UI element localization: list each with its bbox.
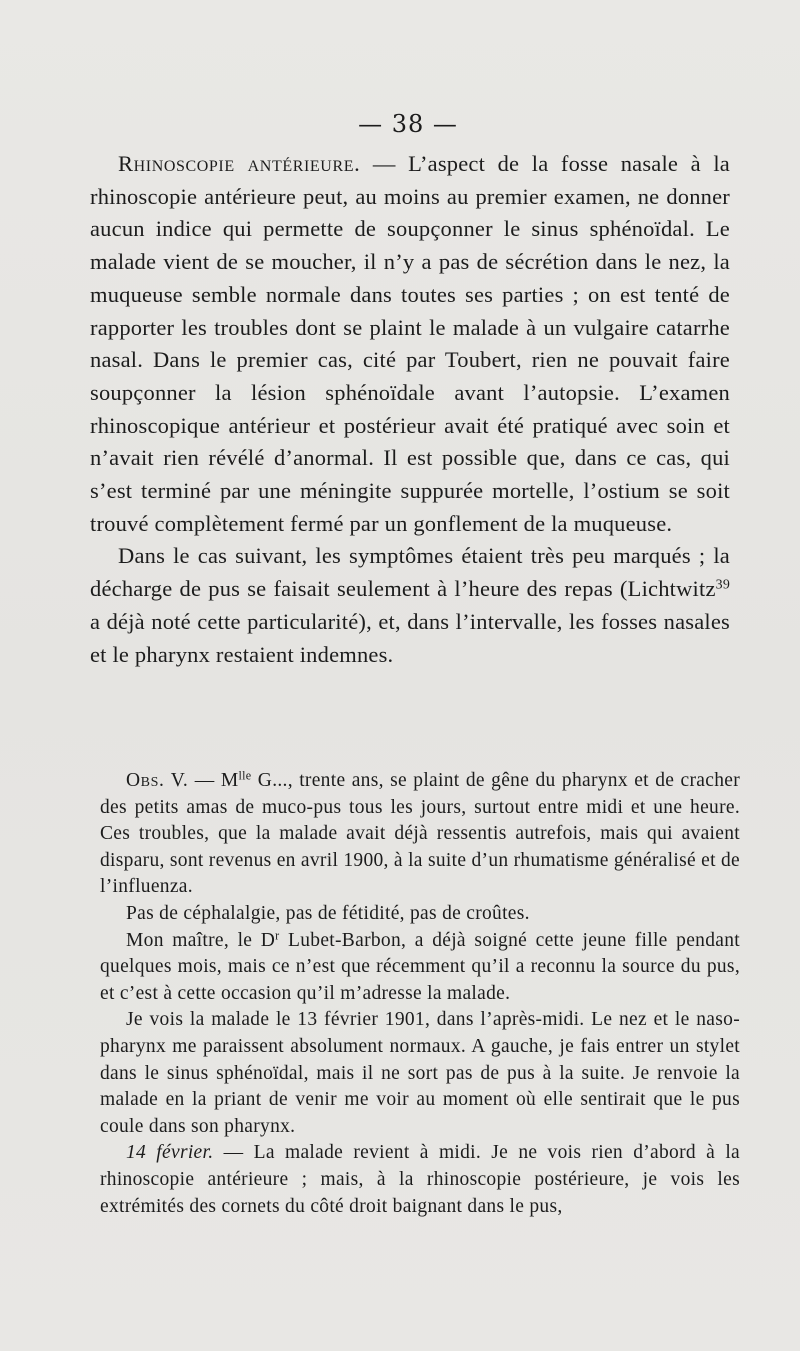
section-heading: Rhinoscopie antérieure. [118,151,361,176]
observation-text: — La malade revient à midi. Je ne vois rien d’abord à la rhinoscopie antérieure ; mais, à la rhinoscopie postérieure, je vois les extrémités des cornets du côté droit baignant dans le pus, [100,1142,740,1217]
observation-paragraph [100,1140,740,1220]
superscript: r [275,927,280,942]
observation-text: — M [188,770,239,791]
main-text [90,148,730,671]
paragraph-text: a déjà noté cette particularité), et, dans l’intervalle, les fosses nasales et le pharynx restaient indemnes. [90,608,730,667]
observation-paragraph: Je vois la malade le 13 février 1901, dans l’après-midi. Le nez et le naso-pharynx me paraissent absolument normaux. A gauche, je fais entrer un stylet dans le sinus sphénoïdal, mais il ne sort pas de pus à la suite. Je renvoie la malade en la priant de venir me voir au moment où elle sentirait que le pus coule dans son pharynx. [100,1009,740,1137]
observation-text: G..., trente ans, se plaint de gêne du pharynx et de cracher des petits amas de muco-pus tous les jours, surtout entre midi et une heure. Ces troubles, que la malade avait déjà ressentis autrefois, mais qui avaient disparu, sont revenus en avril 1900, à la suite d’un rhumatisme généralisé et de l’influenza. [100,770,740,898]
observation-date: 14 février. [126,1142,214,1164]
observation-intro [100,768,740,901]
observation-paragraph [100,928,740,1008]
paragraph-rhinoscopie [90,148,730,540]
paragraph-text: — L’aspect de la fosse nasale à la rhinoscopie antérieure peut, au moins au premier examen, ne donner aucun indice qui permette de soupçonner le sinus sphénoïdal. Le malade vient de se moucher, il n’y a pas de sécrétion dans le nez, la muqueuse semble normale dans toutes ses parties ; on est tenté de rapporter les troubles dont se plaint le malade à un vulgaire catarrhe nasal. Dans le premier cas, cité par Toubert, rien ne pouvait faire soupçonner la lésion sphénoïdale avant l’autopsie. L’examen rhinoscopique antérieur et postérieur avait été pratiqué avec soin et n’avait rien révélé d’anormal. Il est possible que, dans ce cas, qui s’est terminé par une méningite suppurée mortelle, l’ostium se soit trouvé complètement fermé par un gonflement de la muqueuse. [90,151,730,536]
page-number: — 38 — [358,110,458,138]
observation-text: Lubet-Barbon, a déjà soigné cette jeune fille pendant quelques mois, mais ce n’est que récemment qu’il a reconnu la source du pus, et c’est à cette occasion qu’il m’adresse la malade. [100,929,740,1004]
observation-paragraph: Pas de céphalalgie, pas de fétidité, pas de croûtes. [126,902,530,924]
paragraph-cas-suivant [90,540,730,671]
observation-text: Mon maître, le D [126,929,276,951]
observation-block [100,768,740,1220]
superscript: lle [238,768,252,783]
observation-label: Obs. V. [126,770,189,791]
footnote-reference: 39 [715,577,730,593]
paragraph-text: Dans le cas suivant, les symptômes étaient très peu marqués ; la décharge de pus se faisait seulement à l’heure des repas (Lichtwitz [90,543,730,602]
